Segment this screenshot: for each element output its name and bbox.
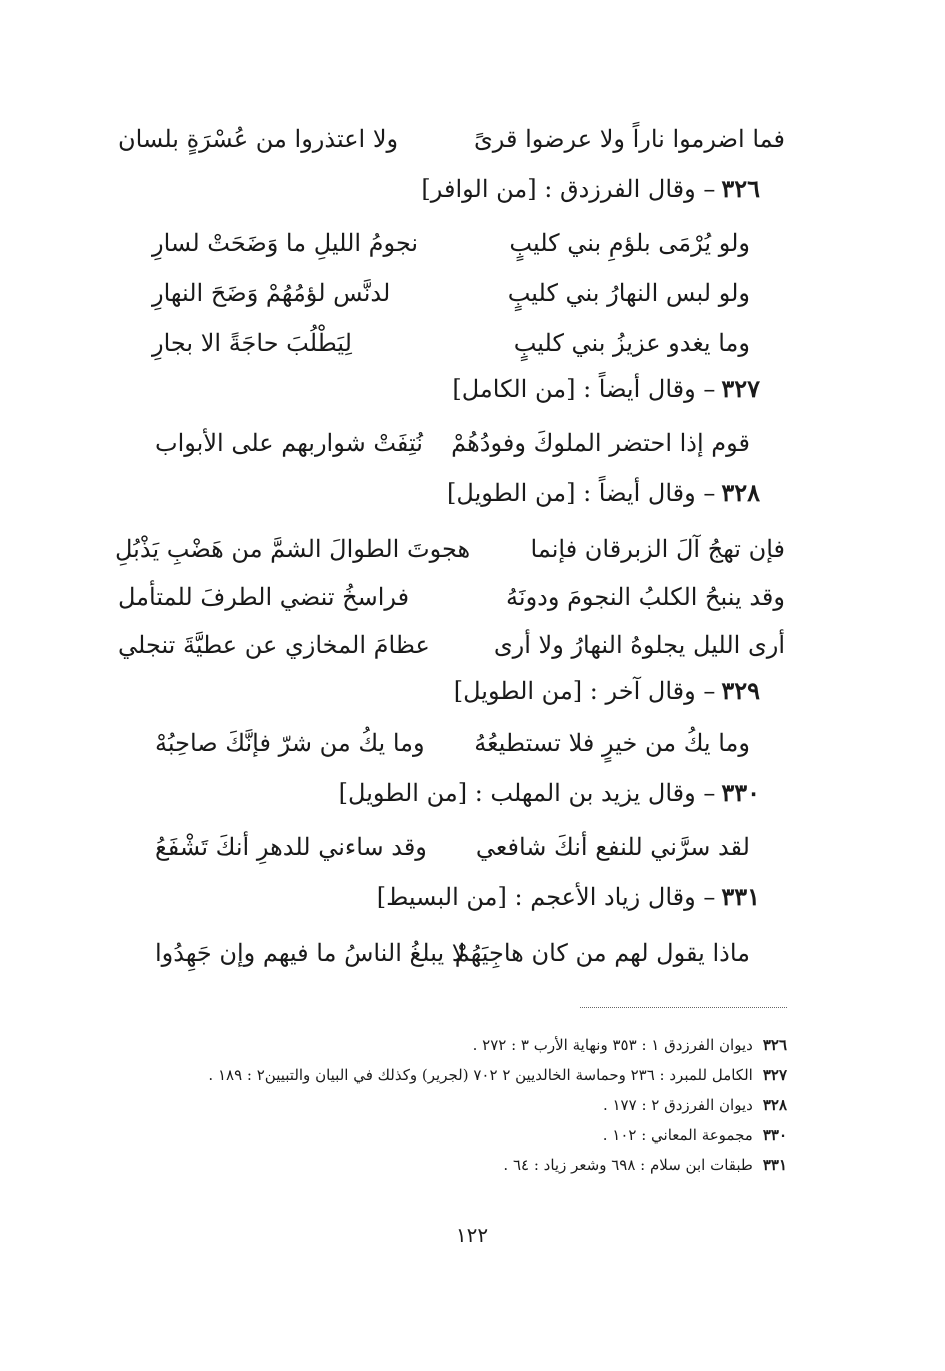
footnote-text: الكامل للمبرد : ٢٣٦ وحماسة الخالديين ٢ ٧٠٢ (لجرير) وكذلك في البيان والتبيين٢ : ١٨٩ .	[208, 1066, 753, 1084]
footnote-text: طبقات ابن سلام : ٦٩٨ وشعر زياد : ٦٤ .	[503, 1156, 753, 1174]
section-number: ٣٢٧	[721, 374, 760, 403]
section-number: ٣٢٦	[721, 174, 760, 203]
verse-first-hemistich: لقد سرَّني للنفع أنكَ شافعي	[475, 833, 750, 861]
section-number: ٣٢٨	[721, 478, 760, 507]
section-title: – وقال الفرزدق : [من الوافر]	[421, 175, 716, 203]
footnote-divider	[580, 1007, 787, 1008]
footnote-number: ٣٢٦	[762, 1036, 787, 1054]
footnote-328	[603, 1094, 787, 1116]
section-number: ٣٣١	[721, 882, 760, 911]
section-title: – وقال أيضاً : [من الكامل]	[452, 375, 716, 403]
footnote-330	[603, 1124, 787, 1146]
verse-second-hemistich: هجوتَ الطوالَ الشمَّ من هَضْبِ يَذْبُلِ	[115, 535, 471, 563]
verse-second-hemistich: نجومُ الليلِ ما وَضَحَتْ لسارِ	[152, 229, 419, 257]
verse-first-hemistich: ولو لبس النهارُ بني كليبٍ	[507, 279, 750, 307]
section-title: – وقال آخر : [من الطويل]	[453, 677, 716, 705]
footnote-text: ديوان الفرزدق ١ : ٣٥٣ ونهاية الأرب ٣ : ٢٧٢ .	[472, 1036, 753, 1054]
verse-first-hemistich: قوم إذا احتضر الملوكَ وفودُهُمْ	[451, 429, 750, 457]
section-title: – وقال أيضاً : [من الطويل]	[447, 479, 716, 507]
verse-first-hemistich: أرى الليل يجلوهُ النهارُ ولا أرى	[493, 631, 785, 659]
section-number: ٣٢٩	[721, 676, 760, 705]
footnote-number: ٣٢٨	[762, 1096, 787, 1114]
section-heading-330	[339, 776, 760, 810]
verse-second-hemistich: لِيَطْلُبَ حاجَةً الا بجارِ	[152, 329, 352, 357]
footnote-327	[208, 1064, 787, 1086]
verse-second-hemistich: وما يكُ من شرّ فإنَّكَ صاحِبُهْ	[155, 729, 425, 757]
verse-first-hemistich: وقد ينبحُ الكلبُ النجومَ ودونَهُ	[506, 583, 785, 611]
verse-second-hemistich: فراسخُ تنضي الطرفَ للمتأمل	[118, 583, 410, 611]
footnote-326	[473, 1034, 787, 1056]
section-heading-326	[421, 172, 760, 206]
verse-first-hemistich: ولو يُرْمَى بلؤمِ بني كليبٍ	[509, 229, 750, 257]
footnote-number: ٣٢٧	[762, 1066, 787, 1084]
verse-second-hemistich: لا يبلغُ الناسُ ما فيهم وإن جَهِدُوا	[155, 939, 466, 967]
verse-first-hemistich: وما يغدو عزيزُ بني كليبٍ	[513, 329, 750, 357]
verse-first-hemistich: فما اضرموا ناراً ولا عرضوا قرىً	[473, 125, 785, 153]
section-title: – وقال زياد الأعجم : [من البسيط]	[376, 883, 716, 911]
verse-second-hemistich: عظامَ المخازي عن عطيَّةَ تنجلي	[118, 631, 430, 659]
section-heading-328	[447, 476, 760, 510]
verse-second-hemistich: لدنَّس لؤمُهُمْ وَضَحَ النهارِ	[152, 279, 391, 307]
verse-second-hemistich: وقد ساءني للدهرِ أنكَ تَشْفَعُ	[155, 833, 427, 861]
page-number: ١٢٢	[455, 1223, 489, 1247]
footnote-331	[503, 1154, 787, 1176]
verse-first-hemistich: ماذا يقول لهم من كان هاجِيَهُمْ	[454, 939, 750, 967]
section-number: ٣٣٠	[721, 778, 760, 807]
footnote-text: مجموعة المعاني : ١٠٢ .	[602, 1126, 753, 1144]
verse-second-hemistich: نُتِفَتْ شواربهم على الأبواب	[155, 429, 423, 457]
footnote-number: ٣٣١	[762, 1156, 787, 1174]
section-title: – وقال يزيد بن المهلب : [من الطويل]	[338, 779, 716, 807]
verse-second-hemistich: ولا اعتذروا من عُسْرَةٍ بلسان	[118, 125, 399, 153]
verse-first-hemistich: وما يكُ من خيرٍ فلا تستطيعُهُ	[474, 729, 750, 757]
section-heading-331	[377, 880, 760, 914]
section-heading-329	[454, 674, 760, 708]
section-heading-327	[452, 372, 760, 406]
footnote-text: ديوان الفرزدق ٢ : ١٧٧ .	[602, 1096, 753, 1114]
verse-first-hemistich: فإن تهجُ آلَ الزبرقان فإنما	[530, 535, 785, 563]
footnote-number: ٣٣٠	[762, 1126, 787, 1144]
